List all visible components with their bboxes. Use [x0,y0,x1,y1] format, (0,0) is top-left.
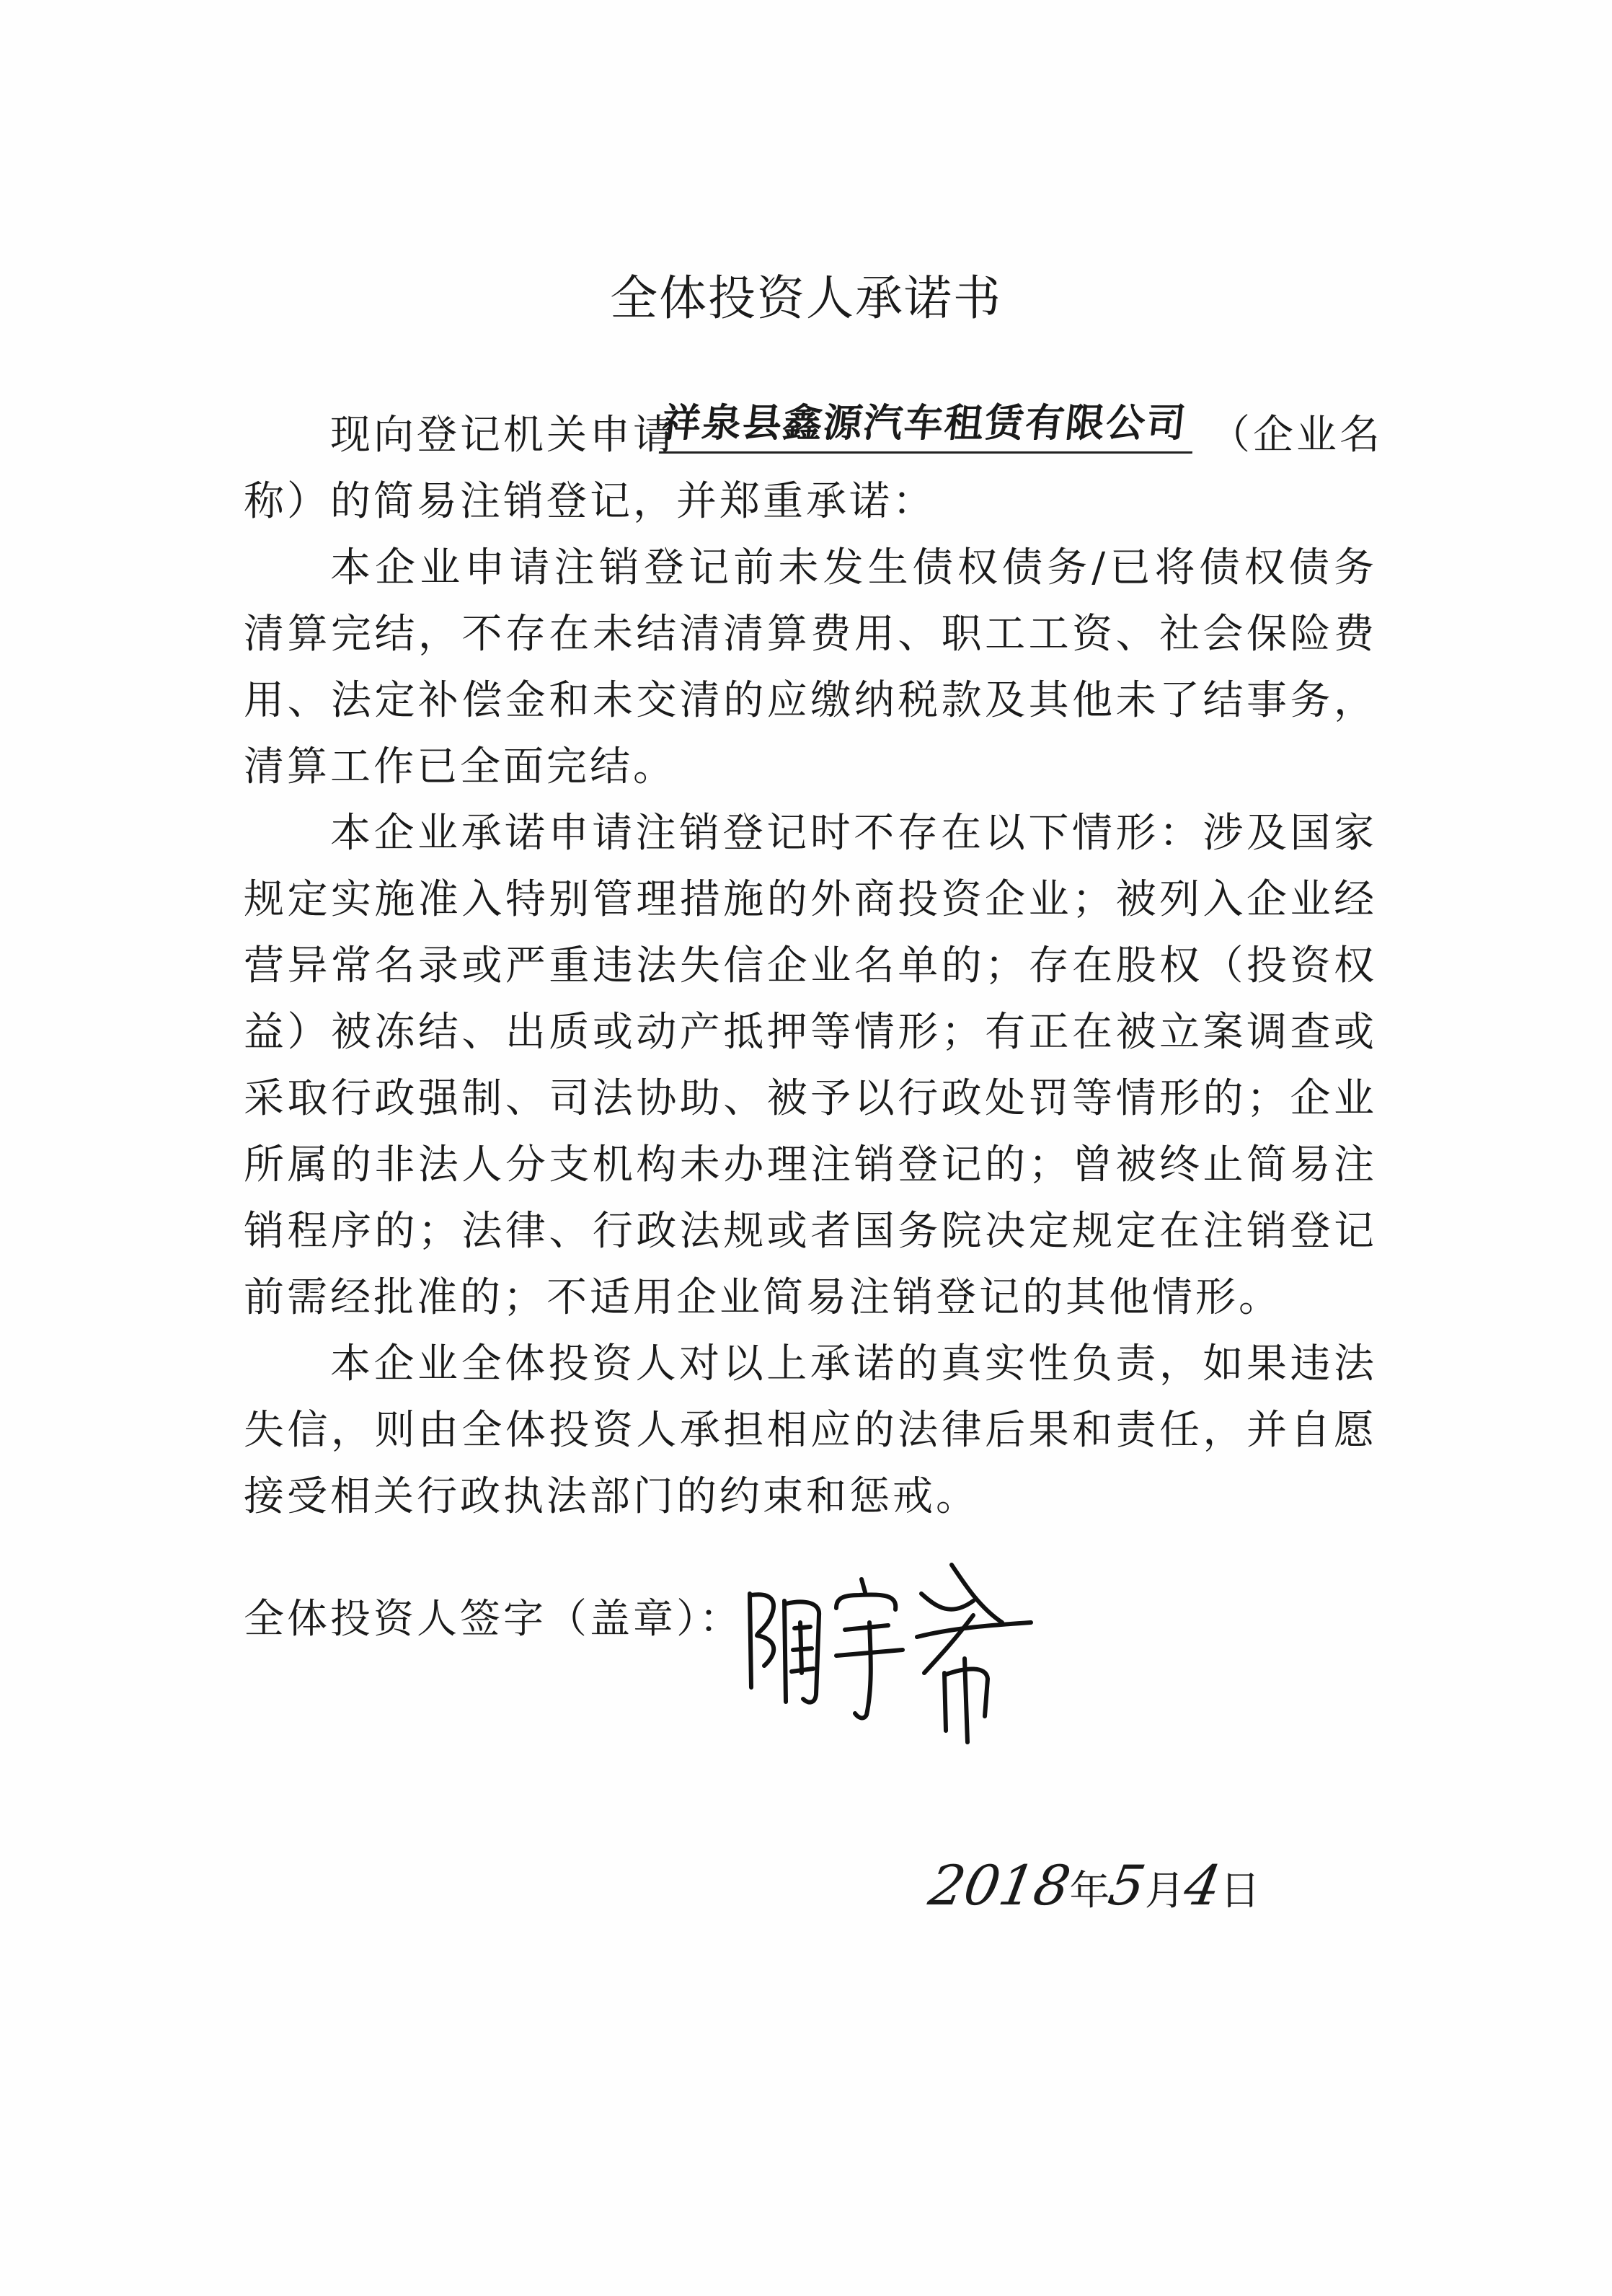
date-month-unit: 月 [1144,1868,1185,1915]
intro-suffix: （企业名 [1210,412,1383,459]
date-day: 4 [1179,1853,1226,1917]
date-year: 2018 [924,1853,1076,1917]
date-day-unit: 日 [1220,1868,1261,1915]
handwritten-signature [735,1550,1038,1745]
document-title: 全体投资人承诺书 [610,270,1002,326]
company-name-handwritten: 祥泉县鑫源汽车租赁有限公司 [659,395,1199,454]
paragraph-exclusions: 本企业承诺申请注销登记时不存在以下情形：涉及国家规定实施准入特别管理措施的外商投资企业；被列入企业经营异常名录或严重违法失信企业名单的；存在股权（投资权益）被冻结、出质或动产抵押等情形；有正在被立案调查或采取行政强制、司法协助、被予以行政处罚等情形的；企业所属的非法人分支机构未办理注销登记的；曾被终止简易注销程序的；法律、行政法规或者国务院决定规定在注销登记前需经批准的；不适用企业简易注销登记的其他情形。 [244,810,1377,1321]
signing-date [924,1839,1290,1940]
intro-prefix: 现向登记机关申请 [330,412,676,459]
date-year-unit: 年 [1069,1868,1110,1915]
date-month: 5 [1104,1853,1151,1917]
paragraph-responsibility: 本企业全体投资人对以上承诺的真实性负责，如果违法失信，则由全体投资人承担相应的法律后果和责任，并自愿接受相关行政执法部门的约束和惩戒。 [244,1341,1377,1520]
commitment-body [244,535,1377,1530]
paragraph-settlement: 本企业申请注销登记前未发生债权债务/已将债权债务清算完结，不存在未结清清算费用、职工工资、社会保险费用、法定补偿金和未交清的应缴纳税款及其他未了结事务，清算工作已全面完结。 [244,544,1377,790]
signature-label: 全体投资人签字（盖章）： [244,1596,743,1643]
intro-second-line: 称）的简易注销登记，并郑重承诺： [244,478,936,525]
